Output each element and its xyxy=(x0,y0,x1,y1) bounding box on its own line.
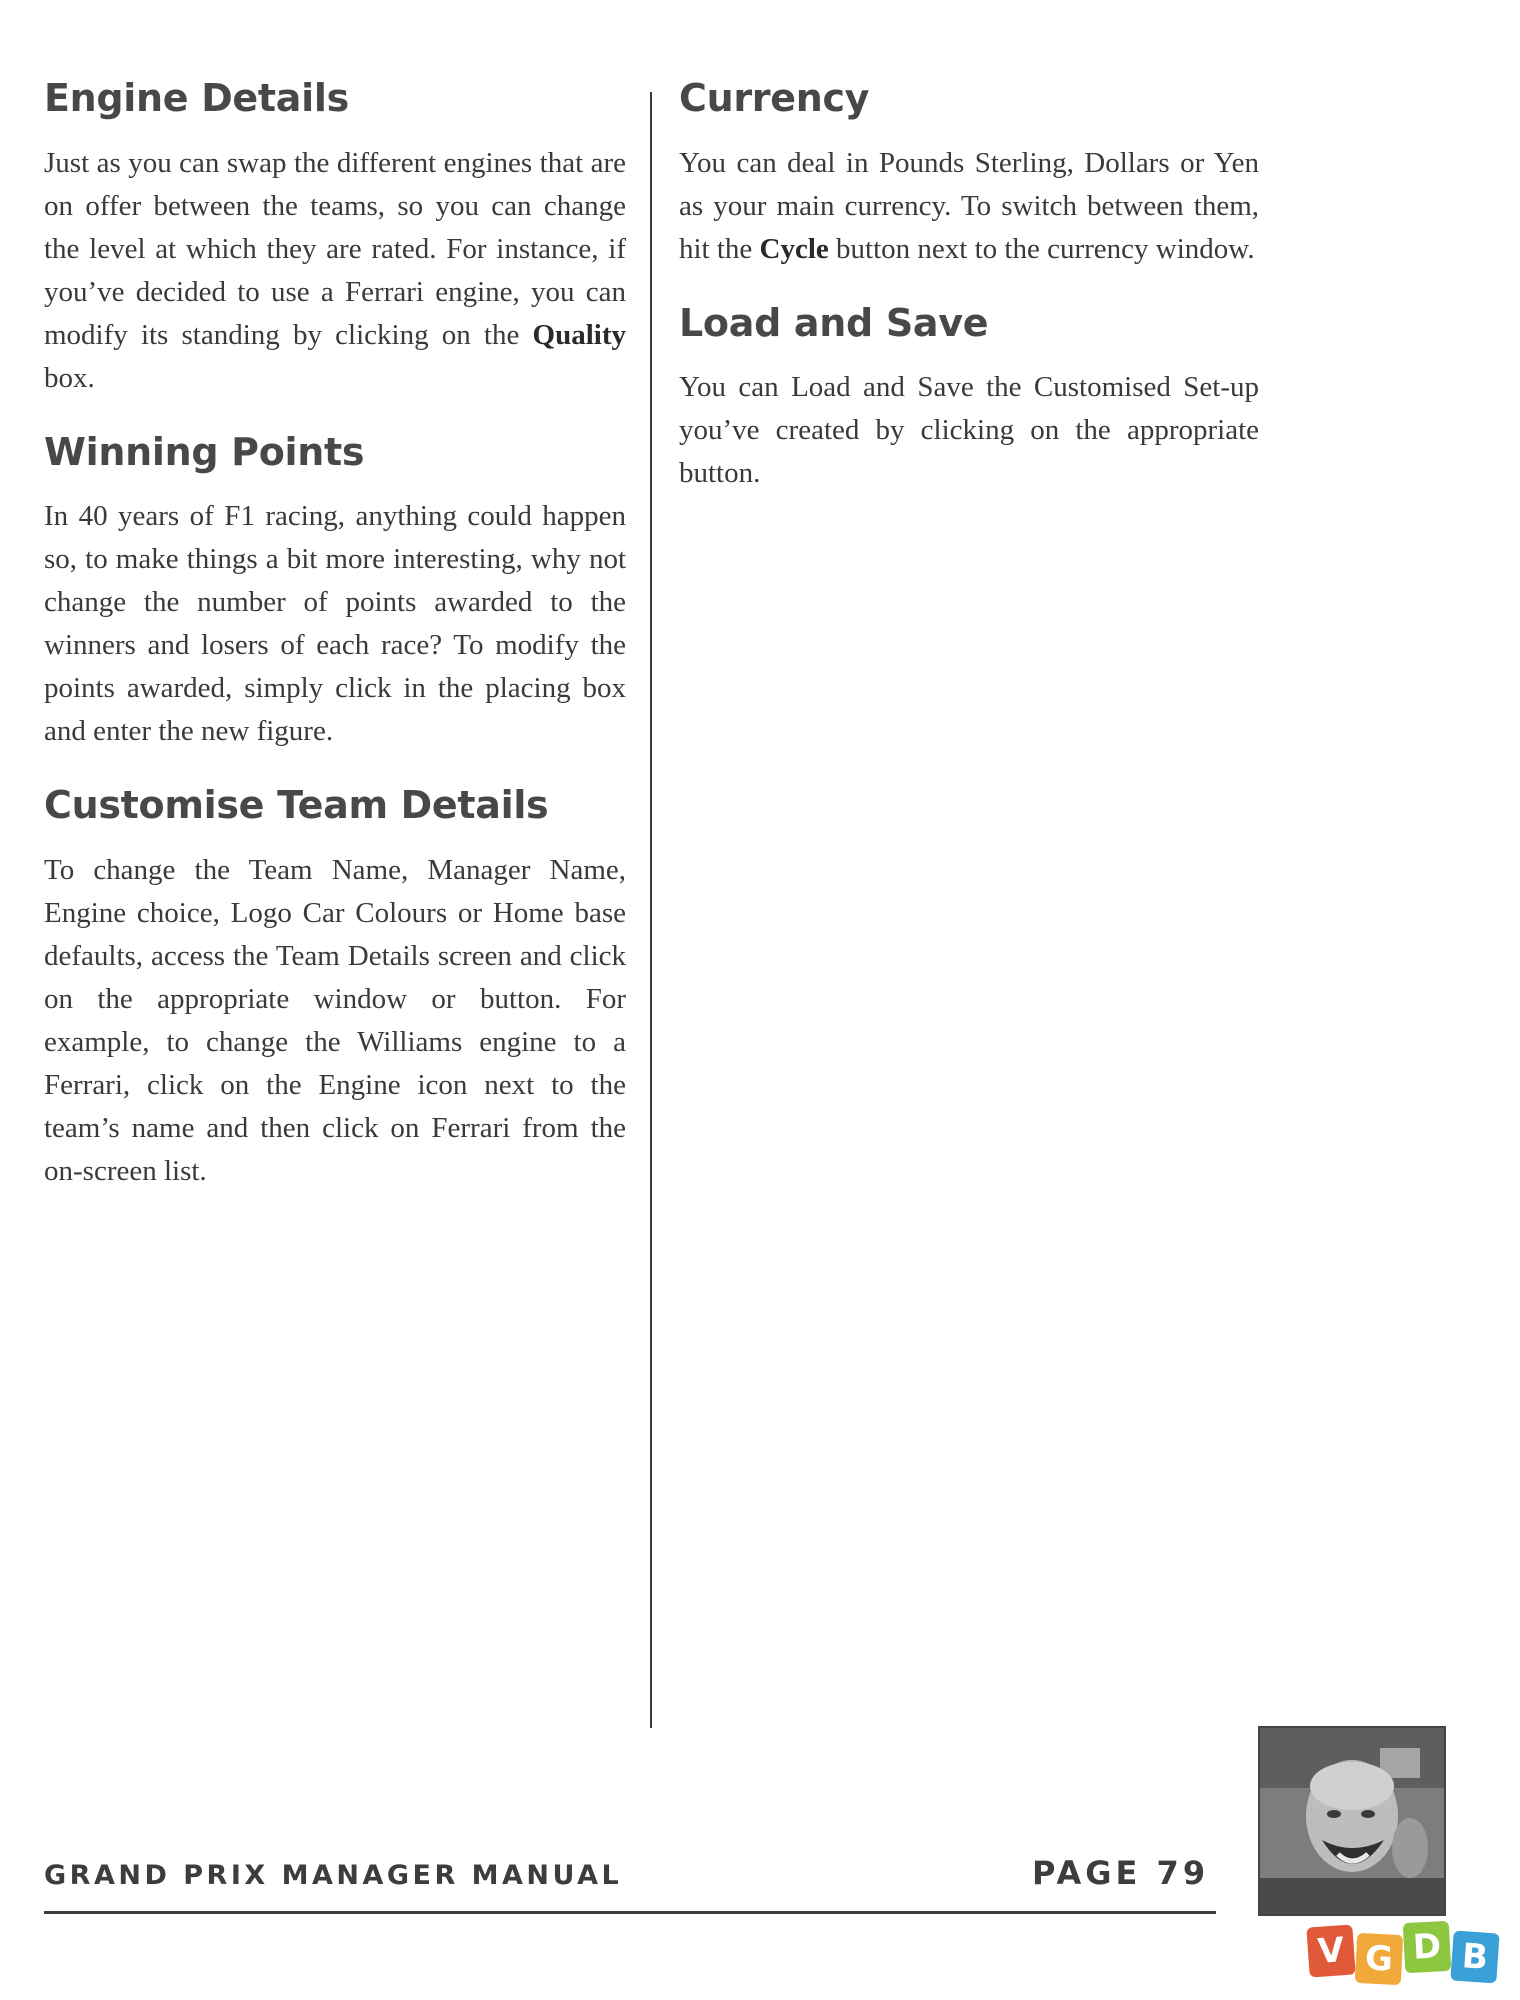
left-column xyxy=(44,76,626,1219)
winning-points-section xyxy=(44,430,626,754)
customise-team-details-heading: Customise Team Details xyxy=(44,783,549,828)
engine-details-section xyxy=(44,76,626,400)
page-number: PAGE 79 xyxy=(1032,1854,1210,1892)
winning-points-heading: Winning Points xyxy=(44,429,365,474)
cycle-keyword: Cycle xyxy=(759,232,829,265)
watermark-letter-b: B xyxy=(1450,1930,1499,1983)
column-divider xyxy=(650,92,652,1728)
vgdb-watermark xyxy=(1308,1922,1504,1990)
engine-details-heading: Engine Details xyxy=(44,76,349,120)
portrait-image xyxy=(1260,1728,1444,1914)
currency-text: You can deal in Pounds Sterling, Dollars or Yen as your main currency. To switch between them, hit the Cycle button next to the currency window. xyxy=(679,146,1259,265)
currency-section xyxy=(679,76,1259,271)
watermark-letter-g: G xyxy=(1355,1933,1404,1985)
manual-title: GRAND PRIX MANAGER MANUAL xyxy=(44,1860,623,1891)
right-column xyxy=(679,76,1259,521)
load-and-save-heading: Load and Save xyxy=(679,300,989,345)
watermark-letter-v: V xyxy=(1306,1924,1355,1977)
load-and-save-section xyxy=(679,301,1259,496)
customise-team-details-section xyxy=(44,783,626,1193)
customise-team-details-text: To change the Team Name, Manager Name, Engine choice, Logo Car Colours or Home base defaults, access the Team Details screen and click on the appropriate window or button. For example, to change the Williams engine to a Ferrari, click on the Engine icon next to the team’s name and then click on Ferrari from the on-screen list. xyxy=(44,853,626,1187)
load-and-save-text: You can Load and Save the Customised Set-up you’ve created by clicking on the appropriate button. xyxy=(679,371,1259,490)
quality-keyword: Quality xyxy=(532,318,626,351)
currency-heading: Currency xyxy=(679,76,870,120)
footer-rule xyxy=(44,1911,1216,1914)
winning-points-text: In 40 years of F1 racing, anything could happen so, to make things a bit more interesting, why not change the number of points awarded to the winners and losers of each race? To modify the points awarded, simply click in the placing box and enter the new figure. xyxy=(44,500,626,748)
portrait-photo xyxy=(1258,1726,1446,1916)
watermark-letter-d: D xyxy=(1403,1921,1452,1973)
engine-details-text: Just as you can swap the different engines that are on offer between the teams, so you can change the level at which they are rated. For instance, if you’ve decided to use a Ferrari engine, you can modify its standing by clicking on the Quality box. xyxy=(44,146,626,394)
